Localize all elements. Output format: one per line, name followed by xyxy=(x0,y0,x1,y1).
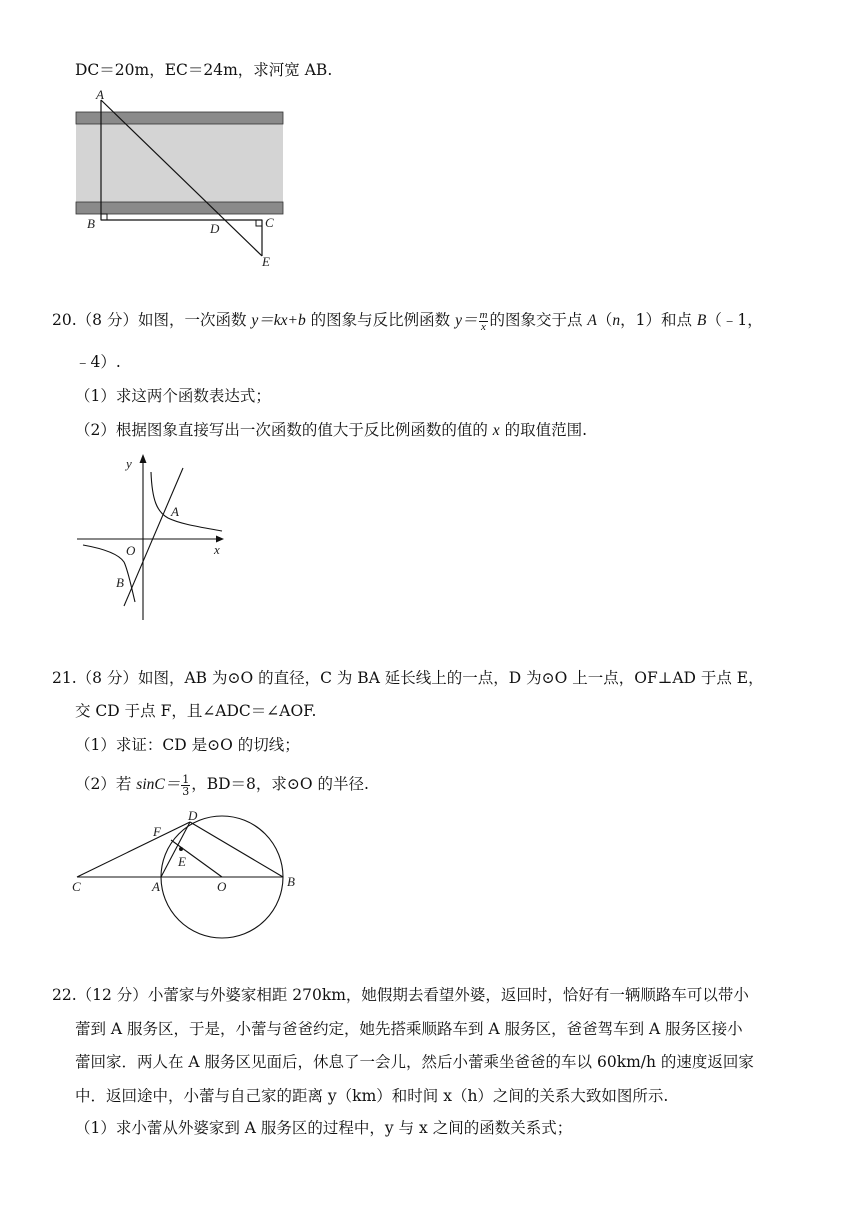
q22-part1: （1）求小蕾从外婆家到 A 服务区的过程中，y 与 x 之间的函数关系式； xyxy=(75,1119,573,1137)
label-d: D xyxy=(210,221,220,236)
line-cd xyxy=(77,822,190,877)
q21-sin: sinC＝ xyxy=(136,776,181,793)
q20-number: 20. xyxy=(52,311,77,329)
q20-text-c: 的图象交于点 xyxy=(489,311,588,329)
q20-part1: （1）求这两个函数表达式； xyxy=(75,387,271,405)
q21-part2-b: ，BD＝8，求⊙O 的半径. xyxy=(191,775,369,793)
point-e xyxy=(179,847,183,851)
q22-number: 22. xyxy=(52,986,77,1004)
label-o: O xyxy=(126,543,136,558)
label-b: B xyxy=(287,874,295,889)
q21-line2: 交 CD 于点 F，且∠ADC＝∠AOF. xyxy=(75,702,317,720)
q20-text-f: （﹣1， xyxy=(706,311,763,329)
label-a: A xyxy=(152,879,160,894)
label-x: x xyxy=(214,542,220,557)
label-d: D xyxy=(188,808,198,823)
q22-line3: 蕾回家．两人在 A 服务区见面后，休息了一会儿，然后小蕾乘坐爸爸的车以 60km/h 的速度返回家 xyxy=(75,1053,754,1071)
q22-text: 小蕾家与外婆家相距 270km，她假期去看望外婆，返回时，恰好有一辆顺路车可以带小 xyxy=(147,986,749,1004)
label-b: B xyxy=(116,575,124,590)
q20-text-d: （ xyxy=(596,311,613,329)
q22-score: （12 分） xyxy=(76,986,148,1004)
q20-y-eq: y＝ xyxy=(455,312,478,329)
q21-frac-den: 3 xyxy=(182,784,190,798)
q20-frac-den: x xyxy=(481,320,486,333)
q21-part1: （1）求证：CD 是⊙O 的切线； xyxy=(75,736,300,754)
q20-text-b: 的图象与反比例函数 xyxy=(305,311,456,329)
q20-n: n xyxy=(612,312,621,329)
q20-point-a: A xyxy=(587,312,597,329)
q20-line2: ﹣4）. xyxy=(75,353,121,371)
label-f: F xyxy=(153,824,161,839)
q20-linear-func: y＝kx+b xyxy=(251,312,306,329)
label-y: y xyxy=(126,456,132,471)
q21-number: 21. xyxy=(52,669,77,687)
q20-part2-a: （2）根据图象直接写出一次函数的值大于反比例函数的值的 xyxy=(75,421,493,439)
q20-text-e: ，1）和点 xyxy=(620,311,697,329)
q20-score: （8 分） xyxy=(76,311,138,329)
q22-line1 xyxy=(52,984,749,1006)
q21-text: 如图，AB 为⊙O 的直径，C 为 BA 延长线上的一点，D 为⊙O 上一点，OF⊥AD 于点 E， xyxy=(137,669,764,687)
line-db xyxy=(190,822,283,877)
label-b: B xyxy=(87,216,95,231)
label-a: A xyxy=(171,504,179,519)
q21-frac-num: 1 xyxy=(182,772,190,786)
q20-text-a: 如图，一次函数 xyxy=(137,311,252,329)
label-c: C xyxy=(72,879,81,894)
q21-part2-a: （2）若 xyxy=(75,775,137,793)
q19-text: DC＝20m，EC＝24m，求河宽 AB. xyxy=(75,61,333,79)
label-e: E xyxy=(262,254,270,269)
q21-score: （8 分） xyxy=(76,669,138,687)
q20-part2-b: 的取值范围. xyxy=(499,421,588,439)
label-a: A xyxy=(96,87,104,102)
label-c: C xyxy=(265,215,274,230)
label-o: O xyxy=(217,879,227,894)
q20-part2-x: x xyxy=(492,422,500,439)
q20-frac-num: m xyxy=(479,308,488,321)
label-e: E xyxy=(178,854,186,869)
q22-line2: 蕾到 A 服务区，于是，小蕾与爸爸约定，她先搭乘顺路车到 A 服务区，爸爸驾车到 A 服务区接小 xyxy=(75,1020,743,1038)
q22-line4: 中．返回途中，小蕾与自己家的距离 y（km）和时间 x（h）之间的关系大致如图所示. xyxy=(75,1087,669,1105)
q20-point-b: B xyxy=(696,312,707,329)
